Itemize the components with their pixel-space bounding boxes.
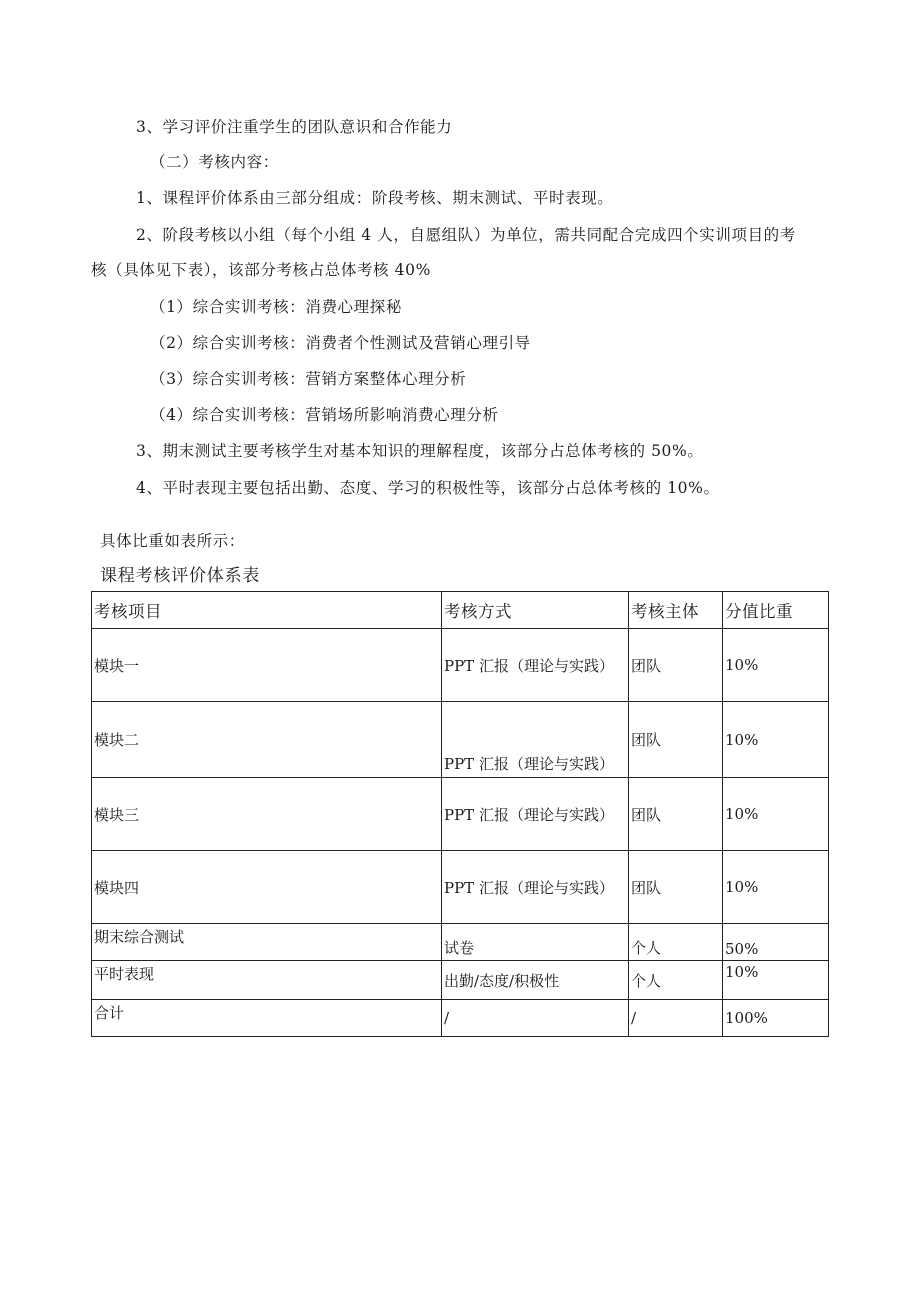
cell-subject: 个人 [629, 924, 723, 961]
list-item-training-2: （2）综合实训考核：消费者个性测试及营销心理引导 [150, 334, 531, 352]
cell-item: 模块二 [92, 702, 442, 778]
cell-weight: 10% [723, 629, 829, 702]
header-method: 考核方式 [442, 592, 629, 629]
paragraph-table-intro: 具体比重如表所示： [100, 532, 245, 550]
cell-subject: / [629, 1000, 723, 1037]
cell-subject: 个人 [629, 961, 723, 1000]
cell-method: 试卷 [442, 924, 629, 961]
table-header-row [92, 592, 829, 629]
table-row [92, 702, 829, 778]
cell-method: PPT 汇报（理论与实践） [442, 629, 629, 702]
header-item: 考核项目 [92, 592, 442, 629]
cell-method: / [442, 1000, 629, 1037]
cell-method: PPT 汇报（理论与实践） [442, 778, 629, 851]
cell-weight: 100% [723, 1000, 829, 1037]
table-caption: 课程考核评价体系表 [100, 566, 261, 586]
paragraph-daily-performance: 4、平时表现主要包括出勤、态度、学习的积极性等，该部分占总体考核的 10%。 [136, 479, 720, 497]
cell-method: 出勤/态度/积极性 [442, 961, 629, 1000]
paragraph-team-spirit: 3、学习评价注重学生的团队意识和合作能力 [136, 118, 453, 136]
table-row-total [92, 1000, 829, 1037]
list-item-training-3: （3）综合实训考核：营销方案整体心理分析 [150, 370, 467, 388]
cell-weight: 10% [723, 851, 829, 924]
cell-weight: 10% [723, 702, 829, 778]
cell-weight: 10% [723, 778, 829, 851]
paragraph-evaluation-system: 1、课程评价体系由三部分组成：阶段考核、期末测试、平时表现。 [136, 189, 614, 207]
table-row [92, 961, 829, 1000]
list-item-training-1: （1）综合实训考核：消费心理探秘 [150, 298, 402, 316]
list-item-training-4: （4）综合实训考核：营销场所影响消费心理分析 [150, 406, 499, 424]
table-row [92, 851, 829, 924]
cell-item: 模块四 [92, 851, 442, 924]
cell-subject: 团队 [629, 851, 723, 924]
paragraph-final-exam: 3、期末测试主要考核学生对基本知识的理解程度，该部分占总体考核的 50%。 [136, 442, 704, 460]
table-row [92, 629, 829, 702]
cell-item: 平时表现 [92, 961, 442, 1000]
cell-item: 合计 [92, 1000, 442, 1037]
table-row [92, 924, 829, 961]
header-weight: 分值比重 [723, 592, 829, 629]
cell-item: 模块三 [92, 778, 442, 851]
header-subject: 考核主体 [629, 592, 723, 629]
cell-item: 模块一 [92, 629, 442, 702]
cell-method: PPT 汇报（理论与实践） [442, 851, 629, 924]
cell-item: 期末综合测试 [92, 924, 442, 961]
cell-weight: 50% [723, 924, 829, 961]
section-heading-assessment-content: （二）考核内容： [150, 153, 279, 171]
cell-subject: 团队 [629, 629, 723, 702]
cell-subject: 团队 [629, 702, 723, 778]
table-row [92, 778, 829, 851]
cell-method: PPT 汇报（理论与实践） [442, 702, 629, 778]
cell-subject: 团队 [629, 778, 723, 851]
evaluation-table [91, 591, 829, 1037]
cell-weight: 10% [723, 961, 829, 1000]
paragraph-stage-assessment-line2: 核（具体见下表），该部分考核占总体考核 40% [91, 261, 431, 279]
paragraph-stage-assessment-line1: 2、阶段考核以小组（每个小组 4 人，自愿组队）为单位，需共同配合完成四个实训项目的考 [136, 226, 796, 244]
